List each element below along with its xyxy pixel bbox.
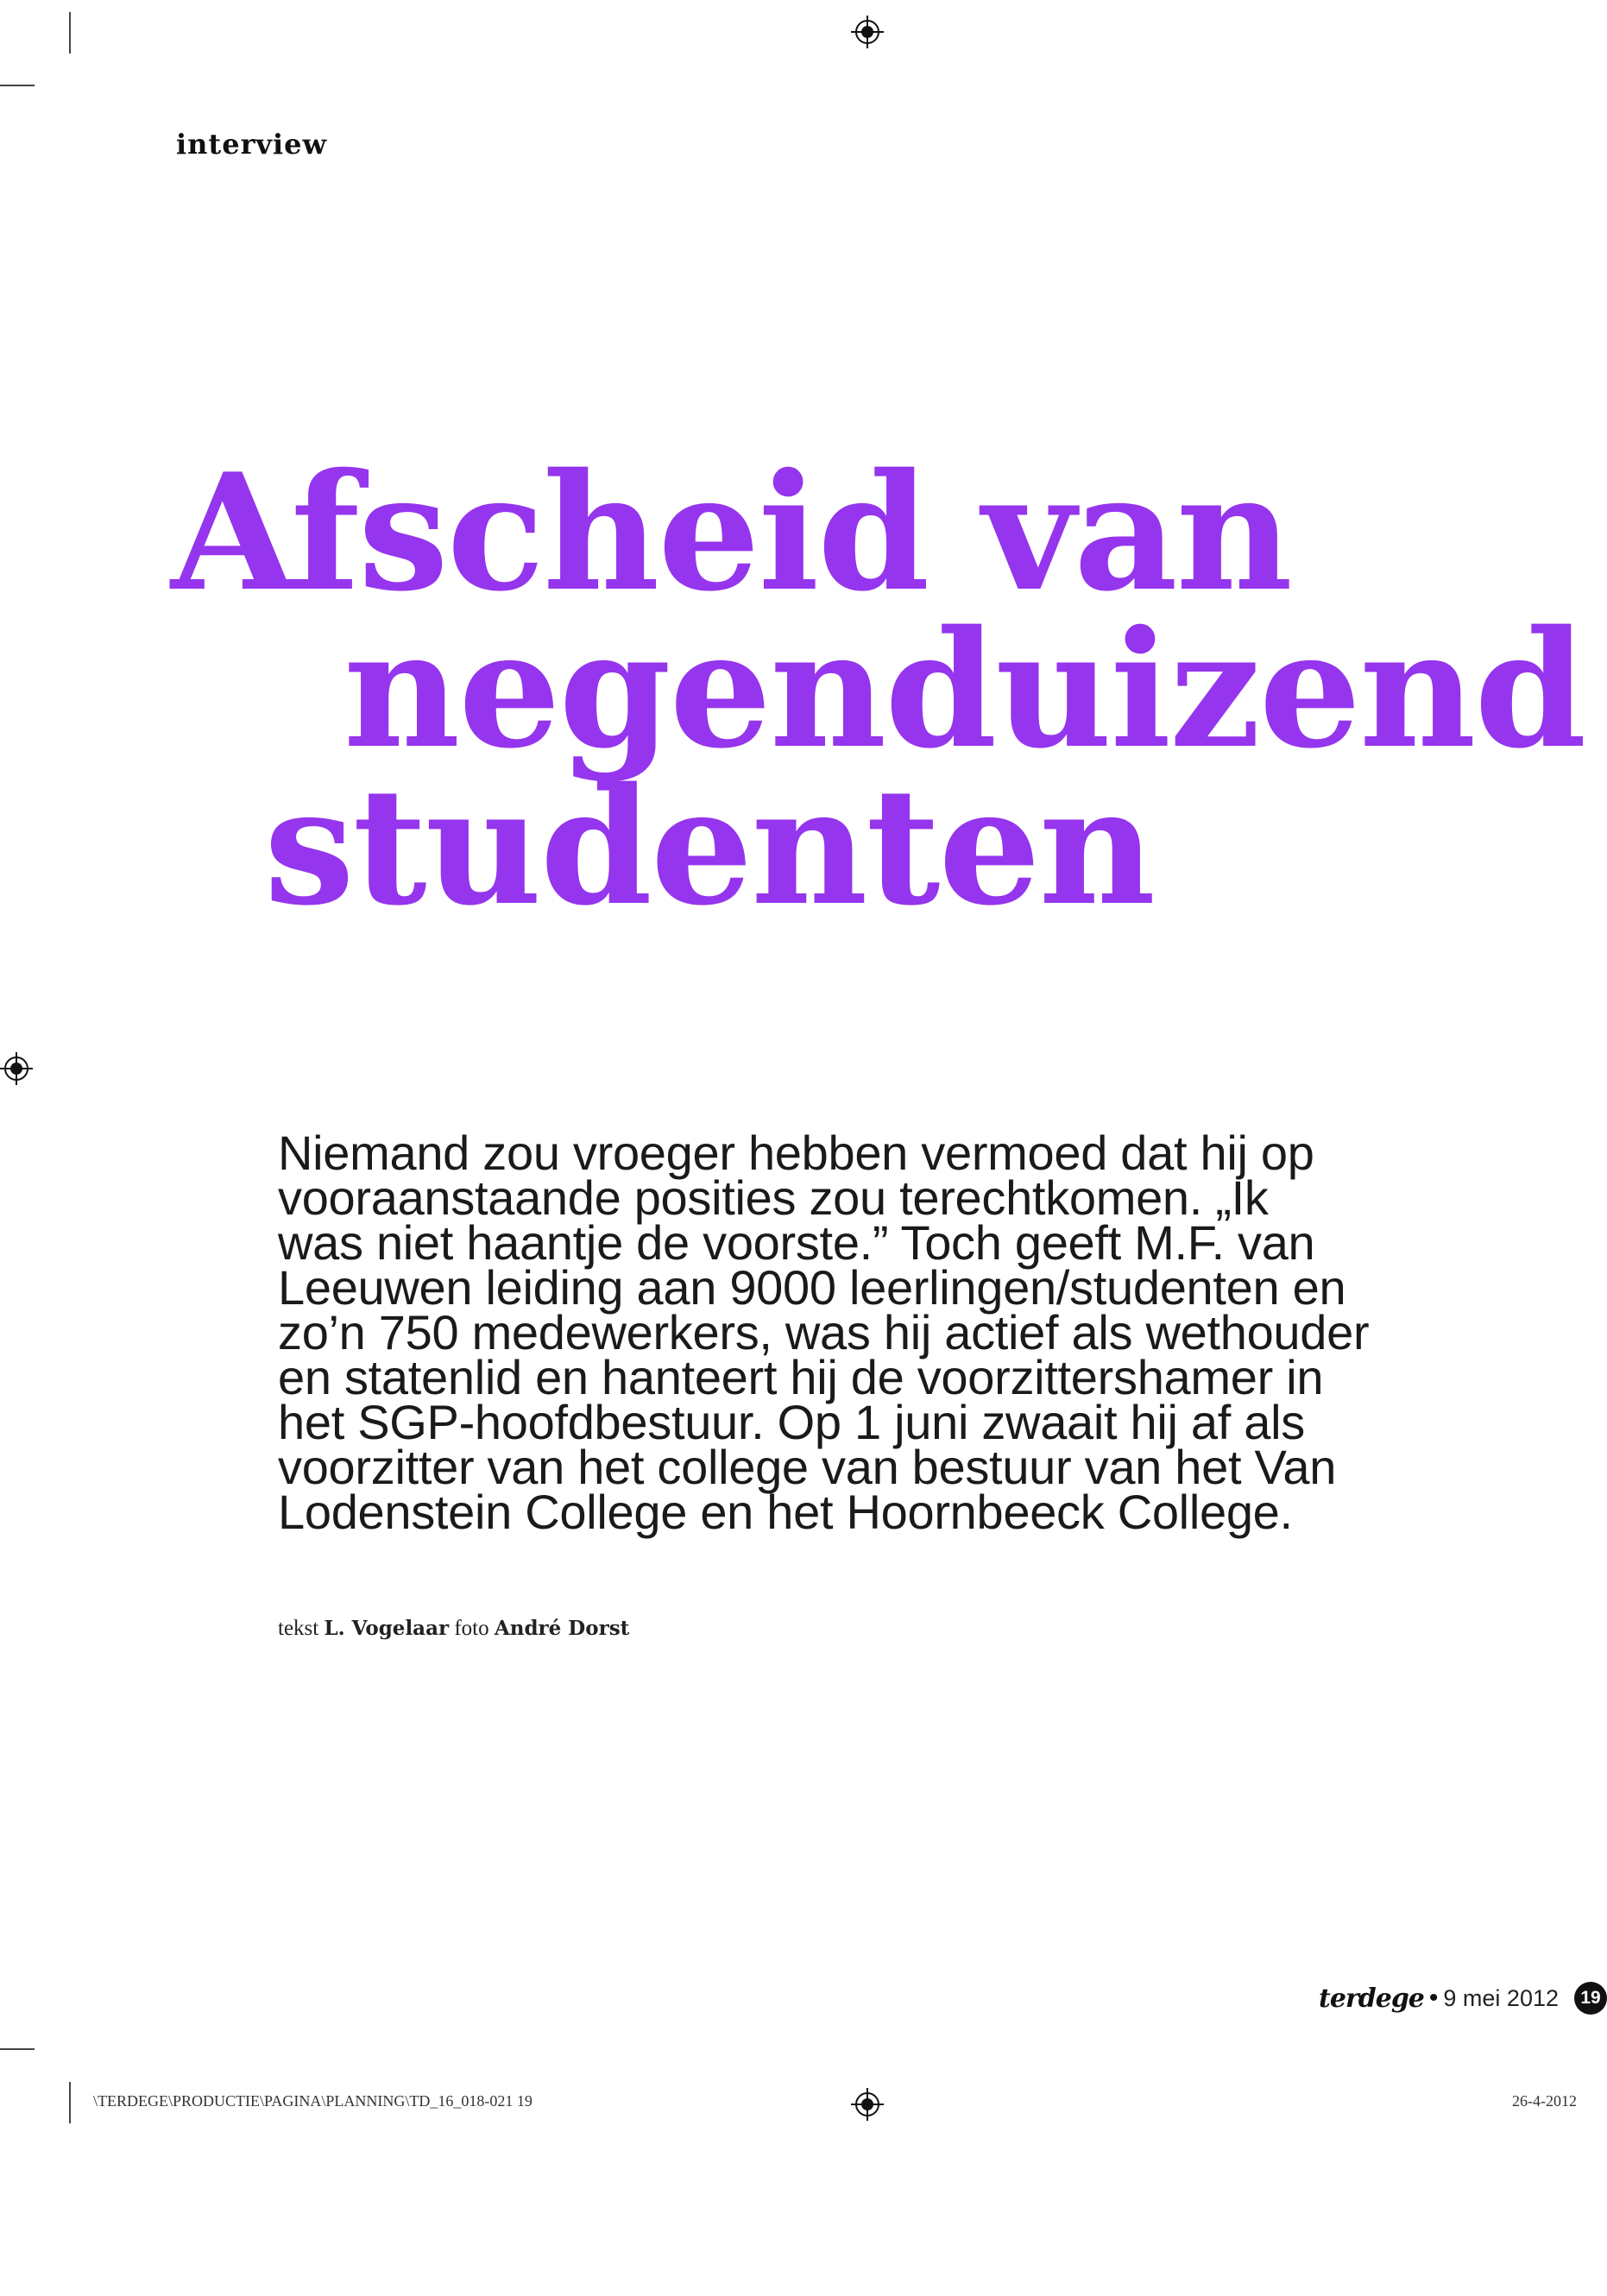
registration-mark-bottom-icon xyxy=(851,2088,884,2121)
page-number-badge: 19 xyxy=(1574,1982,1607,2015)
crop-mark-top-left xyxy=(69,12,71,54)
text-credit-label: tekst xyxy=(278,1617,319,1640)
print-slug-date: 26-4-2012 xyxy=(1512,2092,1577,2110)
magazine-logo: terdege xyxy=(1319,1983,1424,2014)
intro-line: Niemand zou vroeger hebben vermoed dat hij op xyxy=(278,1126,1314,1180)
registration-mark-left-icon xyxy=(0,1052,33,1085)
intro-line: was niet haantje de voorste.” Toch geeft M.F. van xyxy=(278,1215,1315,1270)
crop-mark-left-top xyxy=(0,85,35,86)
intro-line: het SGP-hoofdbestuur. Op 1 juni zwaait hij af als xyxy=(278,1395,1305,1449)
crop-mark-left-bottom xyxy=(0,2048,35,2050)
author-name: L. Vogelaar xyxy=(324,1617,450,1640)
photo-credit-label: foto xyxy=(454,1617,489,1640)
photographer-name: André Dorst xyxy=(494,1617,630,1640)
section-label: interview xyxy=(176,128,328,161)
intro-line: zo’n 750 medewerkers, was hij actief als wethouder xyxy=(278,1305,1370,1359)
headline-line-3: studenten xyxy=(264,752,1154,941)
intro-line: voorzitter van het college van bestuur van het Van xyxy=(278,1440,1337,1494)
headline-line-1: Afscheid van xyxy=(171,438,1291,627)
page-footer xyxy=(1319,1981,1607,2015)
print-slug-path: \TERDEGE\PRODUCTIE\PAGINA\PLANNING\TD_16_018-021 19 xyxy=(93,2092,533,2110)
issue-date: 9 mei 2012 xyxy=(1443,1984,1559,2011)
intro-paragraph xyxy=(278,1126,1478,1539)
intro-line: vooraanstaande posities zou terechtkomen. „Ik xyxy=(278,1170,1269,1225)
byline xyxy=(278,1617,629,1641)
footer-separator: • xyxy=(1428,1984,1439,2012)
intro-line: Lodenstein College en het Hoornbeeck College. xyxy=(278,1485,1293,1539)
headline-line-2: negenduizend xyxy=(343,595,1585,784)
intro-line: en statenlid en hanteert hij de voorzittershamer in xyxy=(278,1350,1324,1404)
intro-line: Leeuwen leiding aan 9000 leerlingen/studenten en xyxy=(278,1260,1346,1315)
registration-mark-top-icon xyxy=(851,16,884,48)
crop-mark-bottom-left xyxy=(69,2082,71,2123)
